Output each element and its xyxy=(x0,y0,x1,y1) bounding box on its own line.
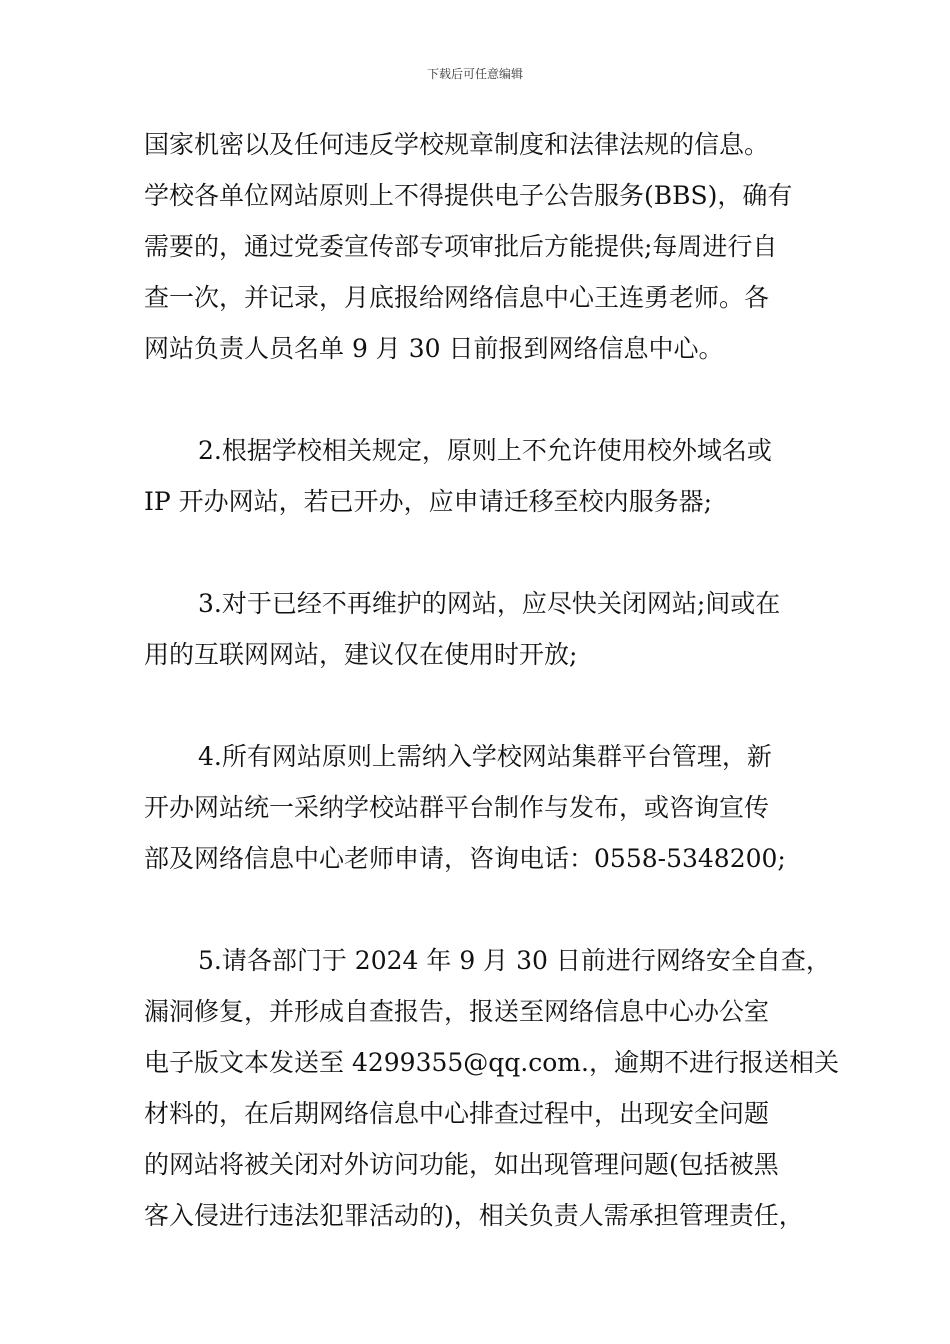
text-line: 材料的，在后期网络信息中心排查过程中，出现安全问题 xyxy=(144,1099,770,1128)
text-line: 客入侵进行违法犯罪活动的)，相关负责人需承担管理责任， xyxy=(144,1201,804,1230)
text-line: 漏洞修复，并形成自查报告，报送至网络信息中心办公室 xyxy=(144,997,770,1026)
text-line: 3.对于已经不再维护的网站，应尽快关闭网站;间或在 xyxy=(198,589,781,618)
text-line: 5.请各部门于 2024 年 9 月 30 日前进行网络安全自查， xyxy=(198,946,831,975)
text-line: 查一次，并记录，月底报给网络信息中心王连勇老师。各 xyxy=(144,283,770,312)
text-line: 2.根据学校相关规定，原则上不允许使用校外域名或 xyxy=(198,436,772,465)
text-line: 开办网站统一采纳学校站群平台制作与发布，或咨询宣传 xyxy=(144,793,770,822)
paragraph-continuation xyxy=(144,119,824,374)
text-line: 学校各单位网站原则上不得提供电子公告服务(BBS)，确有 xyxy=(144,181,793,210)
text-line: 部及网络信息中心老师申请，咨询电话：0558-5348200; xyxy=(144,844,786,873)
text-line: 的网站将被关闭对外访问功能，如出现管理问题(包括被黑 xyxy=(144,1150,779,1179)
text-line: 用的互联网网站，建议仅在使用时开放; xyxy=(144,640,578,669)
text-line: 网站负责人员名单 9 月 30 日前报到网络信息中心。 xyxy=(144,334,724,363)
paragraph-item-5 xyxy=(144,935,839,1241)
paragraph-item-2 xyxy=(144,425,824,527)
page-header-note: 下载后可任意编辑 xyxy=(426,67,523,81)
text-line: 4.所有网站原则上需纳入学校网站集群平台管理，新 xyxy=(198,742,772,771)
paragraph-item-4 xyxy=(144,731,824,884)
document-body xyxy=(144,119,839,1241)
text-line: 需要的，通过党委宣传部专项审批后方能提供;每周进行自 xyxy=(144,232,778,261)
paragraph-item-3 xyxy=(144,578,824,680)
text-line: 电子版文本发送至 4299355@qq.com.，逾期不进行报送相关 xyxy=(144,1048,839,1077)
text-line: IP 开办网站，若已开办，应申请迁移至校内服务器; xyxy=(144,487,713,516)
text-line: 国家机密以及任何违反学校规章制度和法律法规的信息。 xyxy=(144,130,770,159)
